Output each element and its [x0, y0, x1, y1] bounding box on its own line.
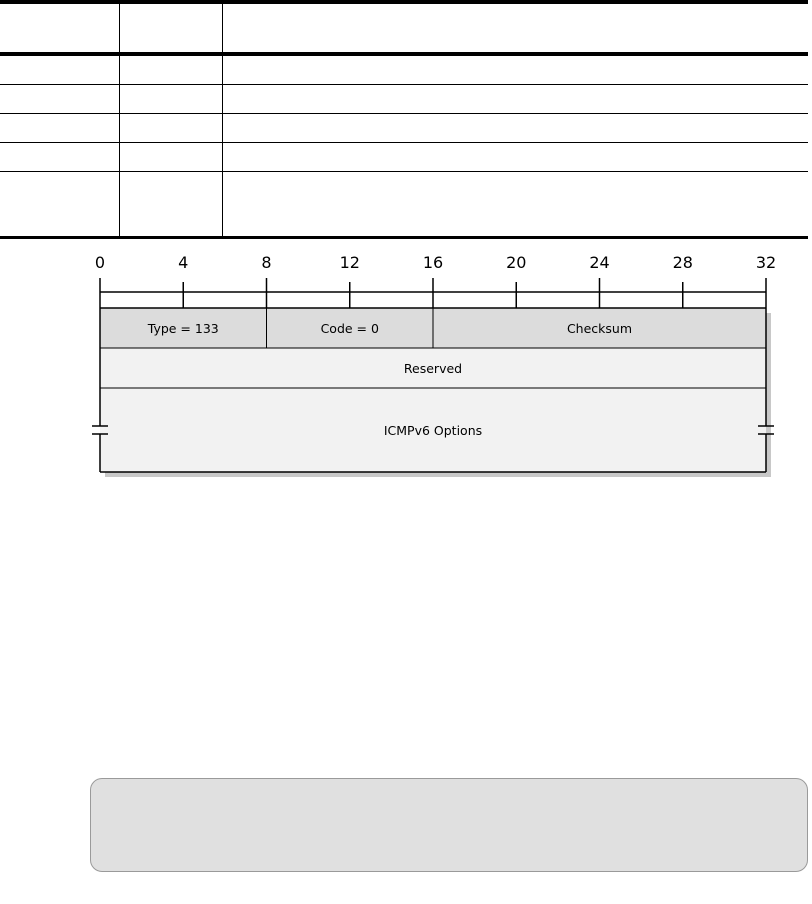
table-cell — [0, 85, 119, 114]
bit-ruler-label: 4 — [178, 253, 189, 272]
field-label: Reserved — [403, 361, 463, 376]
table-cell — [119, 85, 222, 114]
table-cell — [222, 85, 808, 114]
field-label: Checksum — [566, 321, 633, 336]
table-cell — [119, 114, 222, 143]
field-label: ICMPv6 Options — [383, 423, 483, 438]
bit-ruler-label: 28 — [672, 253, 693, 272]
table-row — [0, 54, 808, 85]
field-label: Code = 0 — [320, 321, 379, 336]
bit-ruler-label: 20 — [506, 253, 527, 272]
field-table — [0, 0, 812, 242]
table-cell — [0, 143, 119, 172]
table-cell — [222, 143, 808, 172]
table-cell — [0, 172, 119, 238]
note-box — [90, 778, 808, 872]
table-header-row — [0, 2, 808, 54]
table-header-cell — [222, 2, 808, 54]
table-row — [0, 143, 808, 172]
table-header-cell — [119, 2, 222, 54]
field-label: Type = 133 — [147, 321, 219, 336]
field-table-grid — [0, 0, 808, 239]
bit-ruler-label: 0 — [94, 253, 106, 272]
table-cell — [222, 54, 808, 85]
table-cell — [119, 54, 222, 85]
table-row — [0, 85, 808, 114]
bit-ruler-label: 8 — [261, 253, 272, 272]
bit-ruler-label: 16 — [422, 253, 444, 272]
table-cell — [0, 54, 119, 85]
bit-ruler — [95, 253, 776, 308]
table-cell — [119, 143, 222, 172]
bit-ruler-label: 12 — [339, 253, 360, 272]
bit-ruler-label: 24 — [589, 253, 610, 272]
bit-ruler-label: 32 — [755, 253, 777, 272]
table-cell — [119, 172, 222, 238]
table-cell — [222, 172, 808, 238]
packet-format-diagram — [0, 250, 812, 490]
table-header-cell — [0, 2, 119, 54]
table-row — [0, 172, 808, 238]
table-cell — [0, 114, 119, 143]
table-cell — [222, 114, 808, 143]
table-row — [0, 114, 808, 143]
